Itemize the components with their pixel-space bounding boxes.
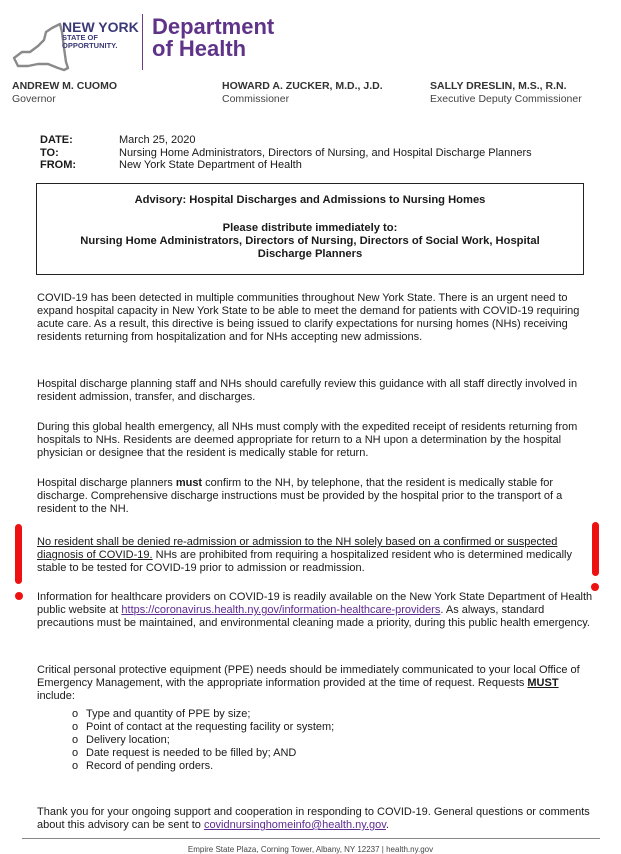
official-commissioner — [222, 80, 383, 106]
footer-divider — [22, 838, 600, 839]
list-item — [72, 721, 334, 734]
paragraph-ppe — [37, 664, 597, 703]
list-item-text: Type and quantity of PPE by size; — [86, 708, 251, 720]
list-item — [72, 734, 334, 747]
dept-line-2: of Health — [152, 36, 247, 61]
underlined-directive: No resident shall be denied re-admission or admission to the NH solely based on a confirmed or suspected diagnosis of COVID-19. — [37, 536, 558, 561]
official-title: Commissioner — [222, 93, 290, 105]
list-item-text: Date request is needed to be filled by; AND — [86, 747, 297, 759]
text: . — [385, 819, 389, 831]
emphasis-must-caps: MUST — [527, 677, 559, 689]
official-title: Executive Deputy Commissioner — [430, 93, 582, 105]
providers-link[interactable]: https://coronavirus.health.ny.gov/information-healthcare-providers — [121, 604, 441, 616]
contact-email-link[interactable]: covidnursinghomeinfo@health.ny.gov — [203, 819, 386, 831]
text: confirm to the NH, by telephone, that the resident is medically stable for discharge. Comprehensive discharge instructions must be provided by the hospital prior to the transport of a resident to the NH. — [37, 477, 563, 515]
paragraph-review: Hospital discharge planning staff and NHs should carefully review this guidance with all staff directly involved in resident admission, transfer, and discharges. — [37, 378, 578, 403]
text: NHs are prohibited from requiring a hospitalized resident who is determined medically stable to be tested for COVID-19 prior to admission or readmission. — [37, 549, 572, 574]
paragraph-thanks — [37, 806, 597, 832]
list-item-text: Delivery location; — [86, 734, 170, 746]
date-value: March 25, 2020 — [119, 134, 196, 146]
paragraph-expedited-receipt: During this global health emergency, all NHs must comply with the expedited receipt of residents returning from hospitals to NHs. Residents are deemed appropriate for return to a NH upon a determination by the hospital physician or designee that the resident is medically stable for return. — [37, 421, 578, 459]
official-name: SALLY DRESLIN, M.S., R.N. — [430, 80, 567, 92]
ppe-list — [72, 708, 334, 773]
bullet: o — [72, 721, 79, 733]
recipients-line: Nursing Home Administrators, Directors of Nursing, Directors of Social Work, Hospital Discharge Planners — [80, 235, 540, 260]
list-item-text: Point of contact at the requesting facility or system; — [86, 721, 335, 733]
from-value: New York State Department of Health — [119, 159, 302, 171]
red-dot-left — [15, 592, 23, 600]
text: Thank you for your ongoing support and cooperation in responding to COVID-19. General questions or comments about this advisory can be sent to — [37, 806, 590, 831]
text: Critical personal protective equipment (PPE) needs should be immediately communicated to your local Office of Emergency Management, with the appropriate information provided at the time of request. Requests — [37, 664, 580, 689]
official-name: HOWARD A. ZUCKER, M.D., J.D. — [222, 80, 383, 92]
list-item-text: Record of pending orders. — [86, 760, 214, 772]
list-item — [72, 760, 334, 773]
list-item — [72, 747, 334, 760]
paragraph-discharge-planners — [37, 477, 597, 516]
paragraph-info — [37, 591, 597, 630]
dept-line-1: Department — [152, 14, 275, 39]
memo-header — [40, 134, 532, 172]
from-label: FROM: — [40, 159, 77, 171]
department-name — [152, 16, 274, 60]
emphasis-must: must — [175, 477, 203, 489]
distribute-line: Please distribute immediately to: — [222, 222, 398, 234]
logo-line-3: OPPORTUNITY. — [62, 41, 118, 50]
text: Hospital discharge planners — [37, 477, 176, 489]
official-deputy — [430, 80, 582, 106]
advisory-title: Advisory: Hospital Discharges and Admissions to Nursing Homes — [134, 194, 486, 206]
text: . As always, standard precautions must be maintained, and environmental cleaning made a priority, during this public health emergency. — [37, 604, 590, 629]
official-title: Governor — [12, 93, 56, 105]
red-marker-right — [592, 522, 599, 576]
list-item — [72, 708, 334, 721]
paragraph-no-denial — [37, 536, 597, 575]
to-value: Nursing Home Administrators, Directors of Nursing, and Hospital Discharge Planners — [119, 146, 532, 159]
red-marker-left — [15, 524, 22, 584]
footer-address: Empire State Plaza, Corning Tower, Albany, NY 12237 | health.ny.gov — [187, 845, 434, 854]
bullet: o — [72, 747, 79, 759]
official-governor — [12, 80, 117, 106]
to-label: TO: — [40, 146, 59, 159]
bullet: o — [72, 708, 79, 720]
logo-divider — [142, 14, 143, 70]
paragraph-intro: COVID-19 has been detected in multiple communities throughout New York State. There is an urgent need to expand hospital capacity in New York State to be able to meet the demand for patients with COVID-19 requiring acute care. As a result, this directive is being issued to clarify expectations for nursing homes (NHs) receiving residents returning from hospitalization and for NHs accepting new admissions. — [37, 292, 580, 343]
text: include: — [37, 690, 75, 702]
logo-line-2: STATE OF — [62, 33, 98, 42]
date-label: DATE: — [40, 134, 73, 146]
official-name: ANDREW M. CUOMO — [12, 80, 117, 92]
text: Information for healthcare providers on COVID-19 is readily available on the New York State Department of Health public website at — [37, 591, 593, 616]
bullet: o — [72, 760, 79, 772]
advisory-box — [36, 183, 584, 275]
state-logo-text — [62, 20, 139, 50]
logo-line-1: NEW YORK — [62, 19, 139, 35]
bullet: o — [72, 734, 79, 746]
red-dot-right — [591, 583, 599, 591]
